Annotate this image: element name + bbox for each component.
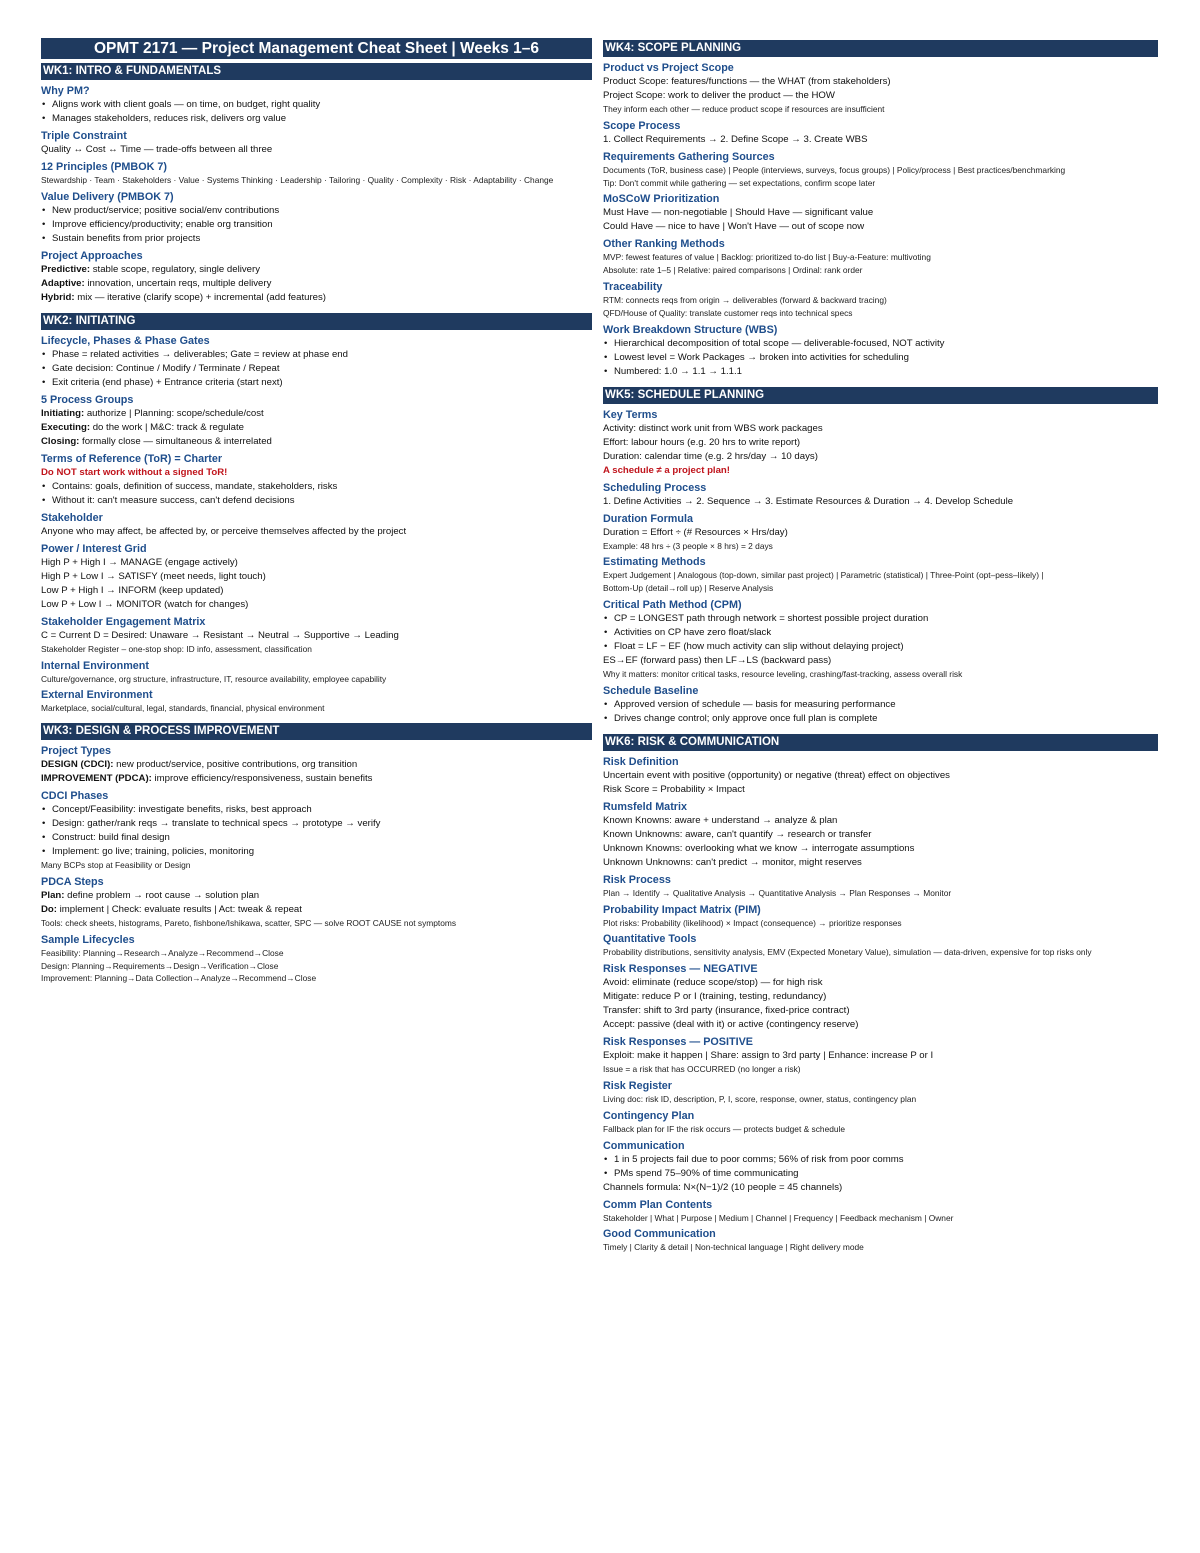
line-text: Improve efficiency/productivity; enable org transition [52,218,273,230]
line-text: Must Have — non-negotiable | Should Have — significant value [603,207,874,219]
line-text: C = Current D = Desired: Unaware → Resistant → Neutral → Supportive → Leading [41,629,399,641]
section-heading: WK3: DESIGN & PROCESS IMPROVEMENT [41,723,592,740]
subheading-other-ranking-methods: Other Ranking Methods [603,238,725,251]
text-line [41,556,592,570]
line-text: Sustain benefits from prior projects [52,232,201,244]
bullet-item [603,712,1158,726]
line-text: Expert Judgement | Analogous (top-down, similar past project) | Parametric (statistical) | Three-Point (opt–pess–likely) | [603,570,1044,581]
bullet-item [603,698,1158,712]
line-text: Feasibility: Planning→Research→Analyze→Recommend→Close [41,947,284,958]
text-line [603,569,1158,582]
line-text: Product Scope: features/functions — the WHAT (from stakeholders) [603,76,891,87]
line-text: Duration = Effort ÷ (# Resources × Hrs/day) [603,526,788,538]
section-wk6-risk-communication [603,734,1158,1254]
subheading-moscow-prioritization: MoSCoW Prioritization [603,193,720,206]
section-heading: WK2: INITIATING [41,313,592,330]
line-text: Unknown Knowns: overlooking what we know → interrogate assumptions [603,842,915,854]
line-text: new product/service, positive contributions, org transition [113,759,358,771]
section-wk5-schedule-planning [603,387,1158,726]
line-text: Float = LF − EF (how much activity can slip without delaying project) [614,640,904,652]
line-text: They inform each other — reduce product scope if resources are insufficient [603,104,885,114]
subheading-5-process-groups: 5 Process Groups [41,393,134,406]
left-column [41,38,592,993]
line-text: Lowest level = Work Packages → broken into activities for scheduling [614,351,909,363]
subheading-good-communication: Good Communication [603,1228,716,1241]
subheading-risk-process: Risk Process [603,873,671,886]
line-text: Could Have — nice to have | Won't Have — out of scope now [603,221,865,233]
line-text: Risk Score = Probability × Impact [603,783,745,795]
line-text: Documents (ToR, business case) | People (interviews, surveys, focus groups) | Policy/process | Best practices/benchmarking [603,164,1066,175]
line-text: Avoid: eliminate (reduce scope/stop) — for high risk [603,977,823,989]
subheading-internal-environment: Internal Environment [41,659,149,672]
text-line [603,887,1158,900]
line-text: Channels formula: N×(N−1)/2 (10 people = 45 channels) [603,1181,843,1193]
text-line [603,769,1158,783]
text-line [603,814,1158,828]
line-label: DESIGN (CDCI): [41,759,114,771]
line-text: Mitigate: reduce P or I (training, testing, redundancy) [603,991,827,1003]
subheading-cdci-phases: CDCI Phases [41,790,109,803]
subheading-comm-plan-contents: Comm Plan Contents [603,1198,713,1211]
subheading-external-environment: External Environment [41,689,153,702]
line-text: Design: Planning→Requirements→Design→Verification→Close [41,960,279,971]
subheading-scope-process: Scope Process [603,119,681,132]
line-label: Closing: [41,435,80,447]
bullet-item [41,112,592,126]
line-text: Living doc: risk ID, description, P, I, score, response, owner, status, contingency plan [603,1093,917,1104]
section-heading: WK6: RISK & COMMUNICATION [603,734,1158,751]
line-text: Example: 48 hrs ÷ (3 people × 8 hrs) = 2 days [603,540,773,551]
bullet-item [41,232,592,246]
line-text: Quality ↔ Cost ↔ Time — trade-offs between all three [41,144,273,155]
subheading-triple-constraint: Triple Constraint [41,130,127,142]
subheading-stakeholder-engagement-matrix: Stakeholder Engagement Matrix [41,615,206,628]
text-line [41,143,592,157]
text-line [41,972,592,985]
section-wk1-intro-fundamentals [41,63,592,305]
subheading-scheduling-process: Scheduling Process [603,481,707,494]
text-line [603,1093,1158,1106]
line-text: Accept: passive (deal with it) or active (contingency reserve) [603,1019,859,1031]
text-line [603,422,1158,436]
subheading-project-approaches: Project Approaches [41,249,143,262]
section-wk4-scope-planning [603,40,1158,379]
line-text: Probability distributions, sensitivity analysis, EMV (Expected Monetary Value), simulation — data-driven, expensive for top risks only [603,947,1092,958]
subheading-contingency-plan: Contingency Plan [603,1109,695,1122]
subheading-pdca-steps: PDCA Steps [41,875,104,888]
section-heading: WK5: SCHEDULE PLANNING [603,387,1158,404]
subheading-sample-lifecycles: Sample Lifecycles [41,933,135,946]
text-line [41,917,592,930]
text-line [41,466,592,480]
text-line [41,903,592,917]
text-line [603,540,1158,553]
subheading-12-principles-pmbok-7: 12 Principles (PMBOK 7) [41,161,167,173]
line-text: Plan → Identify → Qualitative Analysis → Quantitative Analysis → Plan Responses → Monitor [603,887,952,898]
text-line [603,856,1158,870]
subheading-risk-responses-negative: Risk Responses — NEGATIVE [603,963,758,976]
text-line [41,407,592,421]
text-line [603,1018,1158,1032]
line-text: Low P + High I → INFORM (keep updated) [41,584,224,596]
text-line [603,436,1158,450]
text-line [603,220,1158,234]
text-line [603,1063,1158,1076]
line-text: do the work | M&C: track & regulate [90,421,244,433]
text-line [41,174,592,187]
text-line [603,264,1158,277]
line-text: CP = LONGEST path through network = shortest possible project duration [614,612,929,624]
text-line [603,307,1158,320]
line-label: Predictive: [41,263,91,275]
text-line [603,946,1158,959]
line-text: Absolute: rate 1–5 | Relative: paired comparisons | Ordinal: rank order [603,265,863,276]
line-text: Contains: goals, definition of success, mandate, stakeholders, risks [52,480,338,492]
section-wk3-design-process-improvement [41,723,592,985]
line-text: Implement: go live; training, policies, monitoring [52,846,255,858]
text-line [603,582,1158,595]
subheading-risk-definition: Risk Definition [603,755,679,768]
text-line [603,103,1158,116]
line-text: formally close — simultaneous & interrelated [79,435,272,447]
text-line [603,1181,1158,1195]
line-text: 1. Collect Requirements → 2. Define Scope → 3. Create WBS [603,133,868,145]
line-text: Uncertain event with positive (opportunity) or negative (threat) effect on objectives [603,769,950,781]
line-text: Manages stakeholders, reduces risk, delivers org value [52,113,287,124]
text-line [41,598,592,612]
line-text: Plot risks: Probability (likelihood) × Impact (consequence) → prioritize responses [603,917,902,928]
line-text: Unknown Unknowns: can't predict → monitor, might reserves [603,856,862,868]
text-line [603,990,1158,1004]
line-text: Construct: build final design [52,832,170,844]
text-line [603,89,1158,103]
text-line [603,1049,1158,1063]
bullet-item [41,348,592,362]
line-label: Do: [41,903,57,915]
text-line [603,464,1158,478]
subheading-why-pm: Why PM? [41,85,90,97]
line-text: Marketplace, social/cultural, legal, standards, financial, physical environment [41,703,325,714]
text-line [41,960,592,973]
line-text: Do NOT start work without a signed ToR! [41,466,228,478]
line-text: Known Unknowns: aware, can't quantify → research or transfer [603,828,872,840]
text-line [41,859,592,872]
text-line [603,251,1158,264]
subheading-terms-of-reference-tor-charter: Terms of Reference (ToR) = Charter [41,452,223,465]
line-text: New product/service; positive social/env contributions [52,204,280,216]
line-text: Effort: labour hours (e.g. 20 hrs to write report) [603,436,801,448]
bullet-item [603,351,1158,365]
text-line [41,291,592,305]
text-line [603,206,1158,220]
bullet-item [41,218,592,232]
text-line [603,1004,1158,1018]
subheading-probability-impact-matrix-pim: Probability Impact Matrix (PIM) [603,903,761,916]
right-column [603,38,1158,1262]
line-text: High P + High I → MANAGE (engage actively) [41,556,238,568]
bullet-item [41,817,592,831]
page-title: OPMT 2171 — Project Management Cheat Sheet | Weeks 1–6 [41,38,592,59]
line-text: Aligns work with client goals — on time, on budget, right quality [52,99,321,110]
section-wk2-initiating [41,313,592,715]
subheading-traceability: Traceability [603,280,663,293]
text-line [41,702,592,715]
line-text: 1. Define Activities → 2. Sequence → 3. Estimate Resources & Duration → 4. Develop Schedule [603,495,1014,507]
line-label: IMPROVEMENT (PDCA): [41,773,152,785]
line-text: improve efficiency/responsiveness, sustain benefits [151,773,373,785]
line-text: Drives change control; only approve once full plan is complete [614,712,878,724]
bullet-item [41,204,592,218]
line-text: MVP: fewest features of value | Backlog: prioritized to-do list | Buy-a-Feature: multivoting [603,252,931,263]
text-line [41,643,592,656]
bullet-item [41,480,592,494]
line-text: Issue = a risk that has OCCURRED (no longer a risk) [603,1064,801,1075]
bullet-item [603,1153,1158,1167]
bullet-item [41,98,592,112]
subheading-estimating-methods: Estimating Methods [603,556,706,569]
line-text: PMs spend 75–90% of time communicating [614,1167,799,1179]
subheading-lifecycle-phases-phase-gates: Lifecycle, Phases & Phase Gates [41,334,210,347]
line-text: authorize | Planning: scope/schedule/cost [84,407,264,419]
line-text: A schedule ≠ a project plan! [603,464,730,476]
line-text: Numbered: 1.0 → 1.1 → 1.1.1 [614,365,742,377]
subheading-product-vs-project-scope: Product vs Project Scope [603,62,734,74]
line-text: Culture/governance, org structure, infrastructure, IT, resource availability, employee capability [41,673,387,684]
bullet-item [41,362,592,376]
line-text: Low P + Low I → MONITOR (watch for changes) [41,598,249,610]
bullet-item [41,831,592,845]
subheading-key-terms: Key Terms [603,408,658,421]
line-text: Concept/Feasibility: investigate benefits, risks, best approach [52,804,312,816]
text-line [41,673,592,686]
text-line [41,629,592,643]
bullet-item [603,1167,1158,1181]
text-line [41,758,592,772]
line-text: Hierarchical decomposition of total scope — deliverable-focused, NOT activity [614,337,945,349]
subheading-stakeholder: Stakeholder [41,511,103,524]
line-text: innovation, uncertain reqs, multiple delivery [84,277,272,289]
text-line [41,421,592,435]
subheading-risk-responses-positive: Risk Responses — POSITIVE [603,1036,754,1049]
line-label: Initiating: [41,407,85,419]
line-text: Tip: Don't commit while gathering — set expectations, confirm scope later [603,177,876,188]
subheading-quantitative-tools: Quantitative Tools [603,933,697,946]
line-text: Fallback plan for IF the risk occurs — protects budget & schedule [603,1123,846,1134]
bullet-item [603,365,1158,379]
text-line [603,1212,1158,1225]
line-text: Exit criteria (end phase) + Entrance criteria (start next) [52,376,283,388]
line-text: RTM: connects reqs from origin → deliverables (forward & backward tracing) [603,294,887,305]
text-line [603,654,1158,668]
text-line [603,828,1158,842]
subheading-risk-register: Risk Register [603,1079,673,1092]
line-text: High P + Low I → SATISFY (meet needs, light touch) [41,570,266,582]
bullet-item [41,803,592,817]
subheading-communication: Communication [603,1139,685,1152]
text-line [603,1123,1158,1136]
text-line [603,842,1158,856]
text-line [603,164,1158,177]
subheading-work-breakdown-structure-wbs: Work Breakdown Structure (WBS) [603,323,778,336]
subheading-rumsfeld-matrix: Rumsfeld Matrix [603,800,687,813]
text-line [603,177,1158,190]
text-line [603,133,1158,147]
line-text: QFD/House of Quality: translate customer reqs into technical specs [603,307,853,318]
line-text: Stakeholder Register – one-stop shop: ID info, assessment, classification [41,643,312,654]
line-text: Known Knowns: aware + understand → analyze & plan [603,814,838,826]
subheading-project-types: Project Types [41,745,112,758]
line-label: Hybrid: [41,291,75,303]
bullet-item [603,640,1158,654]
subheading-power-interest-grid: Power / Interest Grid [41,542,147,555]
bullet-item [41,494,592,508]
line-text: mix — iterative (clarify scope) + incremental (add features) [74,291,326,303]
text-line [603,526,1158,540]
line-text: Duration: calendar time (e.g. 2 hrs/day → 10 days) [603,450,818,462]
text-line [603,294,1158,307]
line-text: Tools: check sheets, histograms, Pareto, fishbone/Ishikawa, scatter, SPC — solve ROOT CAUSE not symptoms [41,917,457,928]
bullet-item [603,337,1158,351]
text-line [41,584,592,598]
text-line [603,495,1158,509]
line-text: define problem → root cause → solution plan [64,889,260,901]
bullet-item [41,376,592,390]
bullet-item [603,626,1158,640]
text-line [41,889,592,903]
text-line [41,435,592,449]
bullet-item [603,612,1158,626]
line-text: Timely | Clarity & detail | Non-technical language | Right delivery mode [603,1242,864,1253]
line-text: Why it matters: monitor critical tasks, resource leveling, crashing/fast-tracking, assess overall risk [603,668,963,679]
subheading-value-delivery-pmbok-7: Value Delivery (PMBOK 7) [41,190,174,203]
text-line [603,450,1158,464]
line-text: Design: gather/rank reqs → translate to technical specs → prototype → verify [52,818,381,830]
text-line [41,525,592,539]
subheading-requirements-gathering-sources: Requirements Gathering Sources [603,150,775,163]
line-text: Bottom-Up (detail→roll up) | Reserve Analysis [603,583,774,594]
text-line [41,570,592,584]
text-line [603,783,1158,797]
text-line [41,772,592,786]
line-text: Without it: can't measure success, can't defend decisions [52,494,295,506]
subheading-duration-formula: Duration Formula [603,512,693,525]
text-line [603,917,1158,930]
text-line [603,75,1158,89]
section-heading: WK4: SCOPE PLANNING [603,40,1158,57]
text-line [41,277,592,291]
line-text: Stakeholder | What | Purpose | Medium | Channel | Frequency | Feedback mechanism | Owner [603,1212,954,1223]
line-text: Phase = related activities → deliverables; Gate = review at phase end [52,348,348,360]
section-heading: WK1: INTRO & FUNDAMENTALS [41,63,592,80]
line-label: Executing: [41,421,91,433]
line-text: Approved version of schedule — basis for measuring performance [614,698,896,710]
bullet-item [41,845,592,859]
line-text: stable scope, regulatory, single delivery [90,263,260,275]
line-label: Adaptive: [41,277,85,289]
text-line [41,947,592,960]
subheading-schedule-baseline: Schedule Baseline [603,684,699,697]
line-text: implement | Check: evaluate results | Act: tweak & repeat [56,903,302,915]
line-label: Plan: [41,889,65,901]
text-line [603,668,1158,681]
text-line [603,1241,1158,1254]
subheading-critical-path-method-cpm: Critical Path Method (CPM) [603,598,742,611]
line-text: ES→EF (forward pass) then LF→LS (backward pass) [603,654,832,666]
line-text: Activity: distinct work unit from WBS work packages [603,422,823,434]
text-line [41,263,592,277]
line-text: 1 in 5 projects fail due to poor comms; 56% of risk from poor comms [614,1153,904,1165]
line-text: Gate decision: Continue / Modify / Terminate / Repeat [52,362,280,374]
line-text: Many BCPs stop at Feasibility or Design [41,860,191,871]
line-text: Transfer: shift to 3rd party (insurance, fixed-price contract) [603,1005,850,1017]
line-text: Project Scope: work to deliver the product — the HOW [603,90,835,101]
line-text: Improvement: Planning→Data Collection→Analyze→Recommend→Close [41,973,317,984]
line-text: Stewardship · Team · Stakeholders · Value · Systems Thinking · Leadership · Tailoring · Quality · Complexity · Risk · Adaptability · Change [41,175,554,185]
line-text: Anyone who may affect, be affected by, or perceive themselves affected by the project [41,525,407,537]
line-text: Activities on CP have zero float/slack [614,626,772,638]
text-line [603,976,1158,990]
line-text: Exploit: make it happen | Share: assign to 3rd party | Enhance: increase P or I [603,1050,934,1062]
